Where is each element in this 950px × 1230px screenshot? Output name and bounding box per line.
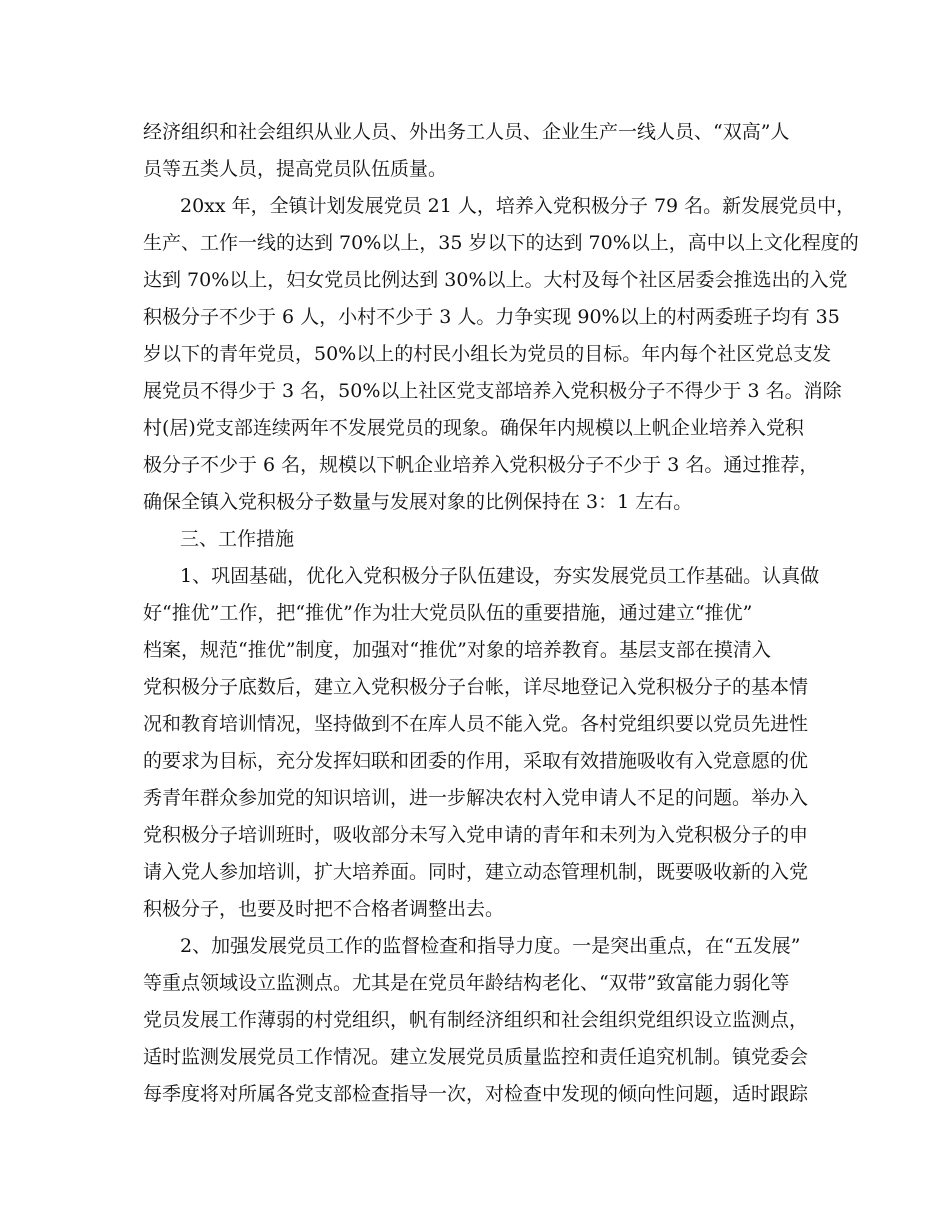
text-line: 生产、工作一线的达到 70%以上，35 岁以下的达到 70%以上，高中以上文化程度的	[143, 232, 859, 254]
text-line: 档案，规范“推优”制度，加强对“推优”对象的培养教育。基层支部在摸清入	[143, 639, 771, 661]
text-line: 展党员不得少于 3 名，50%以上社区党支部培养入党积极分子不得少于 3 名。消除	[143, 380, 842, 402]
text-line: 达到 70%以上，妇女党员比例达到 30%以上。大村及每个社区居委会推选出的入党	[143, 269, 848, 291]
paragraph-start-line: 20xx 年，全镇计划发展党员 21 人，培养入党积极分子 79 名。新发展党员中，	[180, 195, 856, 217]
text-line: 岁以下的青年党员，50%以上的村民小组长为党员的目标。年内每个社区党总支发	[143, 343, 832, 365]
section-heading: 三、工作措施	[180, 528, 295, 550]
paragraph-start-line: 2、加强发展党员工作的监督检查和指导力度。一是突出重点，在“五发展”	[180, 935, 801, 957]
text-line: 党积极分子培训班时，吸收部分未写入党申请的青年和未列为入党积极分子的申	[143, 824, 809, 846]
text-line: 经济组织和社会组织从业人员、外出务工人员、企业生产一线人员、“双高”人	[143, 121, 790, 143]
text-line: 的要求为目标，充分发挥妇联和团委的作用，采取有效措施吸收有入党意愿的优	[143, 750, 809, 772]
text-line: 积极分子不少于 6 人，小村不少于 3 人。力争实现 90%以上的村两委班子均有 35	[143, 306, 840, 328]
text-line: 员等五类人员，提高党员队伍质量。	[143, 158, 448, 180]
text-line: 党员发展工作薄弱的村党组织，帆有制经济组织和社会组织党组织设立监测点，	[143, 1009, 809, 1031]
text-line: 秀青年群众参加党的知识培训，进一步解决农村入党申请人不足的问题。举办入	[143, 787, 809, 809]
text-line: 好“推优”工作，把“推优”作为壮大党员队伍的重要措施，通过建立“推优”	[143, 602, 753, 624]
text-line: 村(居)党支部连续两年不发展党员的现象。确保年内规模以上帆企业培养入党积	[143, 417, 804, 439]
text-line: 党积极分子底数后，建立入党积极分子台帐，详尽地登记入党积极分子的基本情	[143, 676, 809, 698]
text-line: 确保全镇入党积极分子数量与发展对象的比例保持在 3：1 左右。	[143, 491, 693, 513]
text-line: 积极分子，也要及时把不合格者调整出去。	[143, 898, 505, 920]
text-line: 适时监测发展党员工作情况。建立发展党员质量监控和责任追究机制。镇党委会	[143, 1046, 809, 1068]
text-line: 况和教育培训情况，坚持做到不在库人员不能入党。各村党组织要以党员先进性	[143, 713, 809, 735]
paragraph-start-line: 1、巩固基础，优化入党积极分子队伍建设，夯实发展党员工作基础。认真做	[180, 565, 820, 587]
text-line: 请入党人参加培训，扩大培养面。同时，建立动态管理机制，既要吸收新的入党	[143, 861, 809, 883]
text-line: 等重点领域设立监测点。尤其是在党员年龄结构老化、“双带”致富能力弱化等	[143, 972, 790, 994]
text-line: 极分子不少于 6 名，规模以下帆企业培养入党积极分子不少于 3 名。通过推荐，	[143, 454, 819, 476]
text-line: 每季度将对所属各党支部检查指导一次，对检查中发现的倾向性问题，适时跟踪	[143, 1083, 809, 1105]
